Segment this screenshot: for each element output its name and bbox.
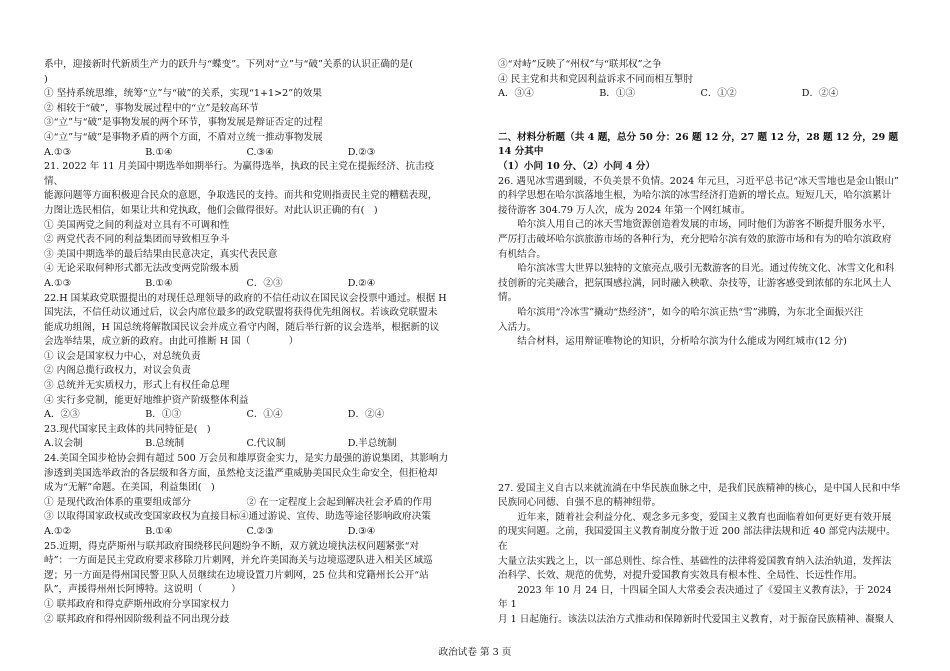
choice-b: B.总统制	[145, 438, 185, 450]
question-25-stem: 峙”：一方面是民主党政府要求移除刀片刺网，并允许美国海关与边境巡逻队进入相关区域巡	[44, 555, 433, 567]
material-paragraph: 2023 年 10 月 24 日，十四届全国人大常委会表决通过了《爱国主义教育法》，于 2024 年 1	[498, 584, 892, 611]
option-line: ① 议会是国家权力中心，对总统负责	[44, 350, 201, 362]
material-paragraph: 严厉打击破坏哈尔滨旅游市场的各种行为，充分把哈尔滨有效的旅游市场和有为的哈尔滨政府	[498, 233, 892, 245]
question-25-stem: 25.近期，得克萨斯州与联邦政府围绕移民问题纷争不断，双方就边境执法权问题紧张“对	[44, 540, 420, 552]
material-paragraph: 情。	[498, 292, 518, 304]
page-footer: 政治试卷 第 3 页	[438, 647, 512, 658]
question-27-stem: 民族同心同德、自强不息的精神纽带。	[498, 497, 662, 509]
section-heading: （1）小问 10 分、（2）小问 4 分）	[498, 160, 656, 172]
material-paragraph: 近年来，随着社会利益分化、观念多元多变，爱国主义教育也面临着如何更好更有效开展	[517, 511, 892, 523]
question-22-stem: 22.H 国某政党联盟提出的对现任总理领导的政府的不信任动议在国民议会投票中通过。根据 H	[44, 292, 447, 304]
answer-space	[498, 350, 903, 482]
choice-c: C．②③	[246, 277, 283, 289]
choice-c: C．①②	[700, 88, 737, 100]
option-line: ② 相较于“破”，事物发展过程中的“立”是较高环节	[44, 102, 259, 114]
option-line: ③ 美国中期选举的最后结果由民意决定，真实代表民意	[44, 248, 278, 260]
choice-d: D.②④	[347, 277, 376, 289]
option-line: ① 是现代政治体系的重要组成部分	[44, 496, 191, 508]
question-21-stem: 力图让选民相信，如果让共和党执政，他们会做得很好。对此认识正确的有( )	[44, 204, 378, 216]
material-paragraph: 月 1 日起施行。该法以法治方式推动和保障新时代爱国主义教育，对于振奋民族精神、凝聚人	[498, 614, 894, 626]
choice-b: B．①③	[145, 409, 182, 421]
question-21-stem: 21. 2022 年 11 月美国中期选举如期举行。为赢得选举，执政的民主党在提振经济、抗击疫情、	[44, 161, 435, 187]
option-line: ③ 总统并无实质权力，形式上有权任命总理	[44, 380, 230, 392]
right-column	[498, 58, 903, 628]
question-26-stem: 的科学思想在哈尔滨落地生根，为哈尔滨的冰雪经济打造新的增长点。短短几天，哈尔滨累计	[498, 190, 892, 202]
choice-c: C.代议制	[246, 438, 286, 450]
choice-c: C.③④	[246, 146, 274, 158]
question-25-stem: 逻；另一方面是得州国民警卫队人员继续在边境设置刀片刺网，25 位共和党籍州长公开“站	[44, 569, 429, 581]
question-22-stem: 能成功组阁，H 国总统将解散国民议会并成立看守内阁，随后举行新的议会选举，根据新的议	[44, 321, 440, 333]
choice-a: A．③④	[498, 88, 534, 100]
answer-choices	[44, 408, 449, 423]
question-25-stem: 队”，声援得州州长阿博特。这说明（ ）	[44, 584, 241, 596]
choice-a: A.①②	[44, 526, 72, 537]
option-line: ③ 以取得国家政权或改变国家政权为直接目标④通过游说、宣传、助选等途径影响政府决策	[44, 511, 431, 523]
question-24-stem: 24.美国全国步枪协会拥有超过 500 万会员和雄厚资金实力，是实力最强的游说集团，其影响力	[44, 453, 449, 465]
choice-b: B.①④	[145, 146, 173, 158]
option-line: ④“立”与“破”是事物矛盾的两个方面，不盾对立统一推动事物发展	[44, 131, 323, 143]
left-column	[44, 58, 449, 627]
question-22-stem: 国宪法，不信任动议通过后，议会内席位最多的政党联盟将获得优先组阁权。若该政党联盟未	[44, 307, 438, 319]
material-paragraph: 技创新的完美融合，把氛围感拉满，同时融入秧歌、杂技等，让游客感受到浓郁的东北风土人	[498, 277, 892, 289]
option-line: ① 联邦政府和得克萨斯州政府分享国家权力	[44, 598, 230, 610]
choice-d: D.②③	[347, 146, 376, 158]
choice-d: D．②④	[347, 409, 385, 421]
material-paragraph: 哈尔滨人用自己的冰天雪地资源创造着发展的市场，同时他们为游客不断提升服务水平，	[517, 219, 892, 231]
question-22-stem: 会选举结果，成立新的政府。由此可推断 H 国（ ）	[44, 336, 299, 348]
material-paragraph: 治科学、长效、规范的优势，对提升爱国教育实效具有根本性、全局性、长远性作用。	[498, 570, 863, 582]
question-23-stem: 23.现代国家民主政体的共同特征是( )	[44, 423, 211, 435]
answer-choices	[44, 146, 449, 161]
material-paragraph: 哈尔滨用“冷冰雪”撬动“热经济”，如今的哈尔滨正热“雪”沸腾，为东北全面振兴注	[517, 306, 864, 318]
section-heading: 二、材料分析题（共 4 题，总分 50 分：26 题 12 分，27 题 12 分，28 题 12 分，29 题 14 分其中	[498, 131, 899, 158]
question-26-stem: 接待游客 304.79 万人次，成为 2024 年第一个网红城市。	[498, 204, 751, 216]
option-line: ① 美国两党之间的利益对立具有不可调和性	[44, 219, 230, 231]
choice-a: A.①③	[44, 277, 72, 289]
choice-d: D.③④	[347, 526, 376, 537]
material-paragraph: 哈尔滨冰雪大世界以独特的文旅亮点,吸引无数游客的目光。通过传统文化、冰雪文化和科	[517, 263, 895, 275]
material-paragraph: 有机结合。	[498, 248, 546, 260]
choice-b: B．①③	[599, 88, 636, 100]
choice-d: D．②④	[801, 88, 839, 100]
option-line: ③“立”与“破”是事物发展的两个环节，事物发展是辩证否定的过程	[44, 117, 323, 129]
question-21-stem: 能源问题等方面积极迎合民众的意愿，争取选民的支持。而共和党则指责民主党的糟糕表现，	[44, 190, 438, 202]
answer-choices	[44, 437, 449, 452]
answer-choices	[498, 87, 903, 102]
question-24-stem: 渗透到美国选举政治的各层级和各方面，虽然枪支泛滥严重威胁美国民众生命安全，但拒枪却	[44, 467, 438, 479]
option-line: ② 在一定程度上会起到解决社会矛盾的作用	[246, 496, 432, 508]
text-line: 系中，迎接新时代新质生产力的跃升与“蝶变”。下列对“立”与“破”关系的认识正确的是(	[44, 59, 413, 70]
option-line: ② 联邦政府和得州因阶级利益不同出现分歧	[44, 613, 230, 625]
choice-a: A.①③	[44, 146, 72, 158]
choice-b: B.①④	[145, 526, 173, 537]
choice-b: B.①④	[145, 277, 173, 289]
choice-c: C.②③	[246, 526, 274, 537]
option-line: ④ 实行多党制，能更好地维护资产阶级整体利益	[44, 394, 249, 406]
option-line: ③“对峙”反映了“州权”与“联邦权”之争	[498, 59, 662, 70]
answer-choices	[44, 525, 449, 540]
option-pair	[44, 496, 449, 511]
answer-choices	[44, 277, 449, 292]
option-line: ④ 民主党和共和党因利益诉求不同而相互掣肘	[498, 73, 693, 85]
material-paragraph: 的现实问题。之前，我国爱国主义教育制度分散于近 200 部法律法规和近 40 部党内法规中。在	[498, 526, 896, 553]
question-26-task: 结合材料，运用辩证唯物论的知识，分析哈尔滨为什么能成为网红城市(12 分)	[517, 336, 847, 348]
option-line: ② 内阁总揽行政权力，对议会负责	[44, 365, 191, 377]
option-line: ① 坚持系统思维，统筹“立”与“破”的关系，实现“1+1>2”的效果	[44, 88, 322, 100]
question-26-stem: 26. 遇见冰雪遇到暖，不负美景不负情。2024 年元旦，习近平总书记“冰天雪地也是金山银山”	[498, 175, 899, 187]
text-line: )	[44, 73, 48, 85]
question-24-stem: 成为“无解”命题。在美国，利益集团( )	[44, 482, 215, 494]
choice-a: A.议会制	[44, 438, 83, 450]
material-paragraph: 大量立法实践之上，以一部总则性、综合性、基础性的法律将爱国教育纳入法治轨道，发挥法	[498, 555, 892, 567]
choice-c: C．①④	[246, 409, 283, 421]
option-line: ④ 无论采取何种形式都无法改变两党阶级本质	[44, 263, 239, 275]
material-paragraph: 入活力。	[498, 321, 537, 333]
choice-a: A．②③	[44, 409, 80, 421]
spacer	[498, 102, 903, 131]
choice-d: D.半总统制	[347, 438, 397, 450]
option-line: ② 两党代表不同的利益集团而导致相互争斗	[44, 234, 230, 246]
question-27-stem: 27. 爱国主义自古以来就流淌在中华民族血脉之中，是我们民族精神的核心，是中国人民和中华	[498, 482, 901, 494]
